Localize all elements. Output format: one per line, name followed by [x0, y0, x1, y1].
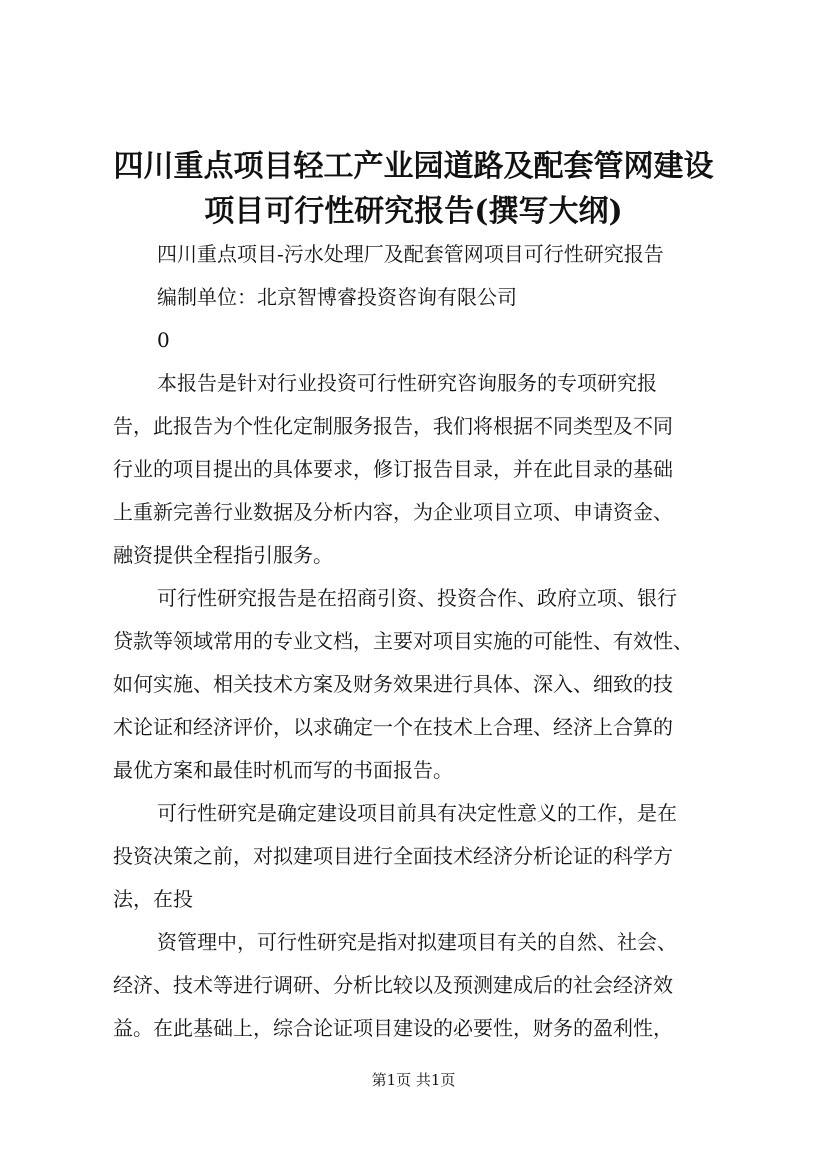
- document-title-line-2: 项目可行性研究报告(撰写大纲): [204, 194, 623, 229]
- compiler-line: 编制单位：北京智博睿投资咨询有限公司: [157, 285, 517, 309]
- paragraph-1-line-3: 行业的项目提出的具体要求，修订报告目录，并在此目录的基础: [113, 457, 673, 481]
- paragraph-3-line-3: 法，在投: [113, 887, 193, 911]
- paragraph-4-line-2: 经济、技术等进行调研、分析比较以及预测建成后的社会经济效: [113, 973, 673, 997]
- paragraph-2-line-3: 如何实施、相关技术方案及财务效果进行具体、深入、细致的技: [113, 672, 673, 696]
- paragraph-3-line-2: 投资决策之前，对拟建项目进行全面技术经济分析论证的科学方: [113, 844, 673, 868]
- paragraph-2-line-5: 最优方案和最佳时机而写的书面报告。: [113, 758, 453, 782]
- paragraph-3-line-1: 可行性研究是确定建设项目前具有决定性意义的工作，是在: [157, 801, 677, 825]
- document-title-line-1: 四川重点项目轻工产业园道路及配套管网建设: [113, 149, 714, 184]
- paragraph-4-line-3: 益。在此基础上，综合论证项目建设的必要性，财务的盈利性，: [113, 1016, 673, 1040]
- paragraph-2-line-4: 术论证和经济评价，以求确定一个在技术上合理、经济上合算的: [113, 715, 673, 739]
- paragraph-2-line-2: 贷款等领域常用的专业文档，主要对项目实施的可能性、有效性、: [113, 629, 693, 653]
- paragraph-1-line-4: 上重新完善行业数据及分析内容，为企业项目立项、申请资金、: [113, 500, 673, 524]
- paragraph-2-line-1: 可行性研究报告是在招商引资、投资合作、政府立项、银行: [157, 586, 677, 610]
- document-subtitle: 四川重点项目-污水处理厂及配套管网项目可行性研究报告: [157, 242, 664, 266]
- paragraph-1-line-2: 告，此报告为个性化定制服务报告，我们将根据不同类型及不同: [113, 414, 673, 438]
- paragraph-1-line-1: 本报告是针对行业投资可行性研究咨询服务的专项研究报: [157, 371, 657, 395]
- paragraph-1-line-5: 融资提供全程指引服务。: [113, 543, 333, 567]
- document-number: 0: [157, 328, 170, 352]
- page-footer: 第1页 共1页: [371, 1071, 456, 1089]
- paragraph-4-line-1: 资管理中，可行性研究是指对拟建项目有关的自然、社会、: [157, 930, 677, 954]
